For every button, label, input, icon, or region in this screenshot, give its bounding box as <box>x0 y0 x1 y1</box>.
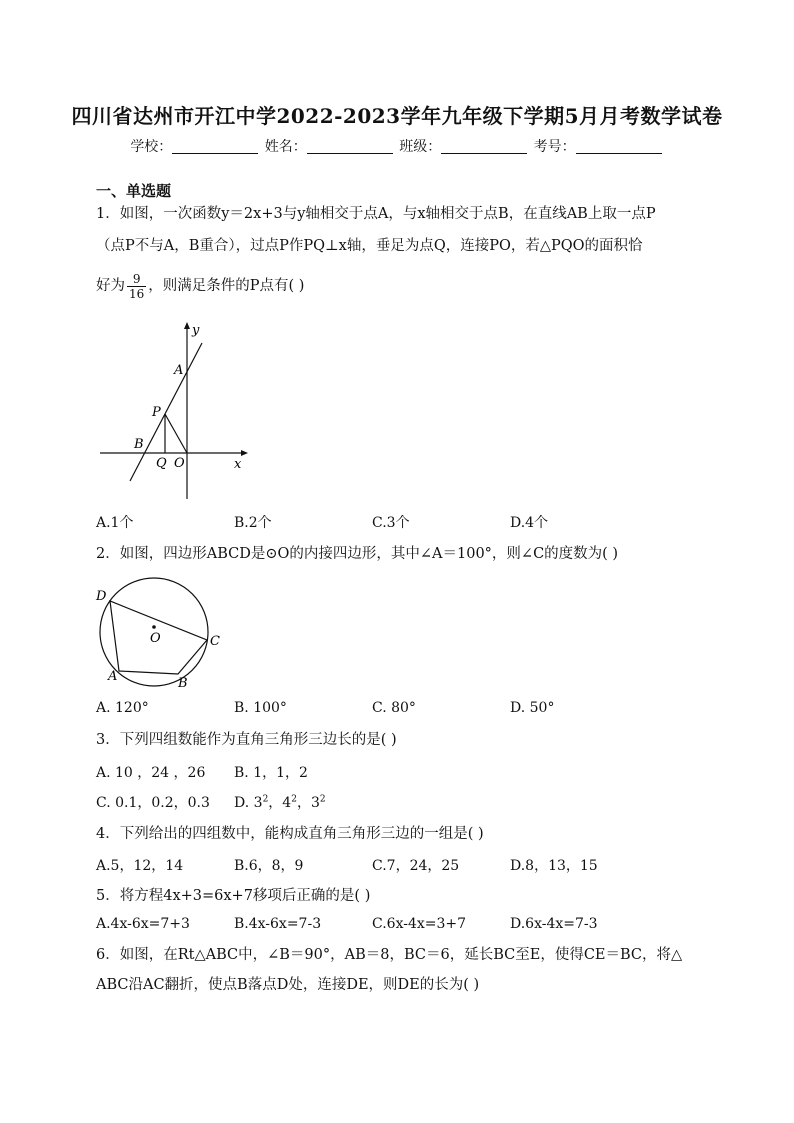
q3-option-d-sup1: 2 <box>262 794 269 805</box>
q1-line2: （点P不与A，B重合），过点P作PQ⊥x轴，垂足为点Q，连接PO，若△PQO的面积恰 <box>96 238 643 254</box>
q4-option-b[interactable]: B.6，8，9 <box>234 858 304 874</box>
school-label: 学校： <box>130 139 173 155</box>
section-heading: 一、单选题 <box>96 182 172 200</box>
label-y: y <box>192 323 200 338</box>
q3-option-a[interactable]: A. 10 ，24 ，26 <box>96 765 206 781</box>
x-arrow-icon <box>241 450 248 456</box>
label-d: D <box>96 589 107 604</box>
label-a: A <box>108 669 118 684</box>
q3-option-d-prefix: D. <box>234 795 254 811</box>
label-o: O <box>150 631 161 646</box>
q3-option-d[interactable] <box>234 792 326 812</box>
q1-option-c[interactable]: C.3个 <box>372 515 410 531</box>
q1-option-a[interactable]: A.1个 <box>96 515 134 531</box>
q4-option-a[interactable]: A.5，12，14 <box>96 858 184 874</box>
q1-line1: 1．如图，一次函数y＝2x+3与y轴相交于点A，与x轴相交于点B，在直线AB上取一点P <box>96 206 656 222</box>
name-blank[interactable] <box>307 139 393 154</box>
center-dot <box>152 625 156 629</box>
q2-option-b[interactable]: B. 100° <box>234 700 287 716</box>
q1-fraction <box>127 272 146 301</box>
q5-stem: 5．将方程4x+3=6x+7移项后正确的是( ) <box>96 888 371 904</box>
label-o: O <box>174 456 185 471</box>
number-blank[interactable] <box>576 139 662 154</box>
fraction-denominator: 16 <box>129 286 145 301</box>
q3-option-d-sup3: 2 <box>319 794 326 805</box>
q3-option-d-sep2: ， <box>296 795 311 811</box>
q1-figure <box>96 318 266 504</box>
q6-line2: ABC沿AC翻折，使点B落点D处，连接DE，则DE的长为( ) <box>96 977 480 993</box>
q2-figure <box>92 570 232 694</box>
q2-option-c[interactable]: C. 80° <box>372 700 416 716</box>
school-blank[interactable] <box>172 139 258 154</box>
segment-po <box>165 414 187 453</box>
q1-option-b[interactable]: B.2个 <box>234 515 272 531</box>
q3-option-d-sep1: ， <box>268 795 283 811</box>
q2-option-d[interactable]: D. 50° <box>510 700 555 716</box>
q2-stem: 2．如图，四边形ABCD是⊙O的内接四边形，其中∠A＝100°，则∠C的度数为( ) <box>96 546 619 562</box>
label-q: Q <box>156 456 167 471</box>
q3-option-d-base1: 3 <box>253 795 263 811</box>
q3-option-b[interactable]: B. 1，1，2 <box>234 765 308 781</box>
q4-option-c[interactable]: C.7，24，25 <box>372 858 460 874</box>
label-b: B <box>134 437 144 452</box>
student-info-line <box>0 136 794 156</box>
class-blank[interactable] <box>441 139 527 154</box>
label-x: x <box>234 457 242 472</box>
q3-option-c[interactable]: C. 0.1，0.2，0.3 <box>96 795 210 811</box>
number-label: 考号： <box>533 139 576 155</box>
q5-option-d[interactable]: D.6x-4x=7-3 <box>510 916 598 932</box>
q1-line3-pre: 好为 <box>96 278 125 294</box>
q4-stem: 4．下列给出的四组数中，能构成直角三角形三边的一组是( ) <box>96 826 484 842</box>
q5-option-c[interactable]: C.6x-4x=3+7 <box>372 916 467 932</box>
q5-option-a[interactable]: A.4x-6x=7+3 <box>96 916 190 932</box>
q4-option-d[interactable]: D.8，13，15 <box>510 858 598 874</box>
q3-option-d-base3: 3 <box>310 795 320 811</box>
q5-option-b[interactable]: B.4x-6x=7-3 <box>234 916 322 932</box>
name-label: 姓名： <box>264 139 307 155</box>
q6-line1: 6．如图，在Rt△ABC中，∠B＝90°，AB＝8，BC＝6，延长BC至E，使得CE＝BC，将△ <box>96 947 683 963</box>
fraction-numerator: 9 <box>127 272 146 287</box>
label-p: P <box>152 405 161 420</box>
q2-option-a[interactable]: A. 120° <box>96 700 149 716</box>
q3-stem: 3．下列四组数能作为直角三角形三边长的是( ) <box>96 732 397 748</box>
q1-line3 <box>96 268 304 304</box>
label-a: A <box>174 363 184 378</box>
label-b: B <box>178 676 188 691</box>
q3-option-d-base2: 4 <box>282 795 292 811</box>
q1-option-d[interactable]: D.4个 <box>510 515 549 531</box>
class-label: 班级： <box>399 139 442 155</box>
q1-line3-post: ，则满足条件的P点有( ) <box>148 278 305 294</box>
y-arrow-icon <box>184 322 190 329</box>
q3-option-d-sup2: 2 <box>291 794 297 805</box>
page-title: 四川省达州市开江中学2022-2023学年九年级下学期5月月考数学试卷 <box>71 104 723 128</box>
label-c: C <box>210 634 220 649</box>
